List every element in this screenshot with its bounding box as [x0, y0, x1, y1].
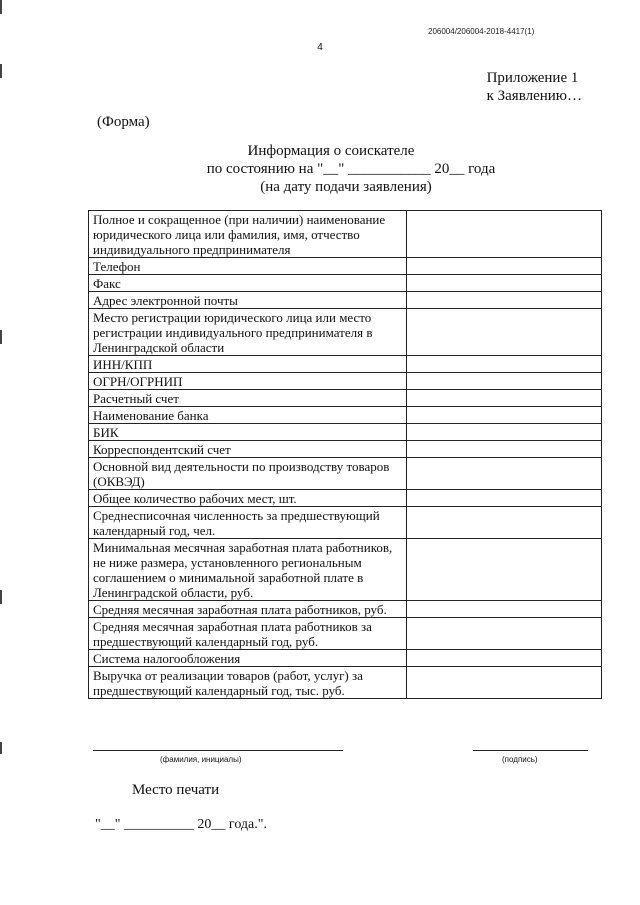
row-label: Факс — [89, 275, 407, 292]
row-label: Корреспондентский счет — [89, 441, 407, 458]
table-row — [89, 618, 602, 650]
table-row — [89, 601, 602, 618]
table-row — [89, 441, 602, 458]
row-label: Основной вид деятельности по производству товаров (ОКВЭД) — [89, 458, 407, 490]
scan-edge-mark — [0, 590, 2, 604]
row-value-cell[interactable] — [407, 458, 602, 490]
table-row — [89, 292, 602, 309]
row-label: Средняя месячная заработная плата работников, руб. — [89, 601, 407, 618]
table-row — [89, 490, 602, 507]
row-label: Расчетный счет — [89, 390, 407, 407]
row-label: Телефон — [89, 258, 407, 275]
row-label: Среднесписочная численность за предшествующий календарный год, чел. — [89, 507, 407, 539]
row-value-cell[interactable] — [407, 539, 602, 601]
row-label: Выручка от реализации товаров (работ, услуг) за предшествующий календарный год, тыс. руб. — [89, 667, 407, 699]
row-value-cell[interactable] — [407, 618, 602, 650]
table-row — [89, 390, 602, 407]
row-label: ИНН/КПП — [89, 356, 407, 373]
signature-caption: (подпись) — [502, 755, 538, 764]
form-label: (Форма) — [97, 114, 150, 130]
table-row — [89, 507, 602, 539]
row-value-cell[interactable] — [407, 490, 602, 507]
title-line-3: (на дату подачи заявления) — [260, 179, 432, 195]
name-caption: (фамилия, инициалы) — [160, 755, 242, 764]
table-row — [89, 211, 602, 258]
row-value-cell[interactable] — [407, 356, 602, 373]
row-value-cell[interactable] — [407, 211, 602, 258]
appendix-note — [487, 69, 582, 105]
stamp-place: Место печати — [132, 782, 220, 798]
row-value-cell[interactable] — [407, 667, 602, 699]
table-row — [89, 309, 602, 356]
title-line-1: Информация о соискателе — [247, 143, 415, 159]
row-label: Минимальная месячная заработная плата работников, не ниже размера, установленного региональным соглашением о минимальной заработной плате в Ленинградской области, руб. — [89, 539, 407, 601]
row-value-cell[interactable] — [407, 258, 602, 275]
row-value-cell[interactable] — [407, 507, 602, 539]
row-value-cell[interactable] — [407, 275, 602, 292]
row-value-cell[interactable] — [407, 292, 602, 309]
table-row — [89, 356, 602, 373]
page-number: 4 — [317, 42, 323, 53]
row-label: Наименование банка — [89, 407, 407, 424]
row-label: Система налогообложения — [89, 650, 407, 667]
name-signature-line — [93, 750, 343, 751]
row-label: Общее количество рабочих мест, шт. — [89, 490, 407, 507]
document-id: 206004/206004-2018-4417(1) — [428, 27, 535, 36]
applicant-info-table — [88, 210, 602, 699]
title-line-2: по состоянию на "__" ___________ 20__ года — [206, 161, 496, 177]
appendix-line-2: к Заявлению… — [486, 88, 582, 104]
row-value-cell[interactable] — [407, 390, 602, 407]
table-body — [89, 211, 602, 699]
table-row — [89, 258, 602, 275]
row-label: Место регистрации юридического лица или место регистрации индивидуального предпринимателя в Ленинградской области — [89, 309, 407, 356]
row-value-cell[interactable] — [407, 601, 602, 618]
table-row — [89, 539, 602, 601]
table-row — [89, 275, 602, 292]
row-label: Средняя месячная заработная плата работников за предшествующий календарный год, руб. — [89, 618, 407, 650]
date-line: "__" __________ 20__ года.". — [95, 817, 267, 832]
row-value-cell[interactable] — [407, 309, 602, 356]
row-label: ОГРН/ОГРНИП — [89, 373, 407, 390]
row-label: Полное и сокращенное (при наличии) наименование юридического лица или фамилия, имя, отчество индивидуального предпринимателя — [89, 211, 407, 258]
scan-edge-mark — [0, 64, 2, 78]
table-row — [89, 458, 602, 490]
scan-edge-mark — [0, 330, 2, 344]
table-row — [89, 667, 602, 699]
row-value-cell[interactable] — [407, 650, 602, 667]
scan-edge-mark — [0, 742, 2, 754]
appendix-line-1: Приложение 1 — [486, 70, 579, 86]
table-row — [89, 424, 602, 441]
table-row — [89, 650, 602, 667]
row-label: Адрес электронной почты — [89, 292, 407, 309]
row-value-cell[interactable] — [407, 441, 602, 458]
row-value-cell[interactable] — [407, 424, 602, 441]
row-value-cell[interactable] — [407, 407, 602, 424]
table-row — [89, 407, 602, 424]
scan-edge-mark — [0, 0, 2, 14]
signature-line — [473, 750, 588, 751]
row-label: БИК — [89, 424, 407, 441]
row-value-cell[interactable] — [407, 373, 602, 390]
page-title — [0, 142, 640, 196]
table-row — [89, 373, 602, 390]
